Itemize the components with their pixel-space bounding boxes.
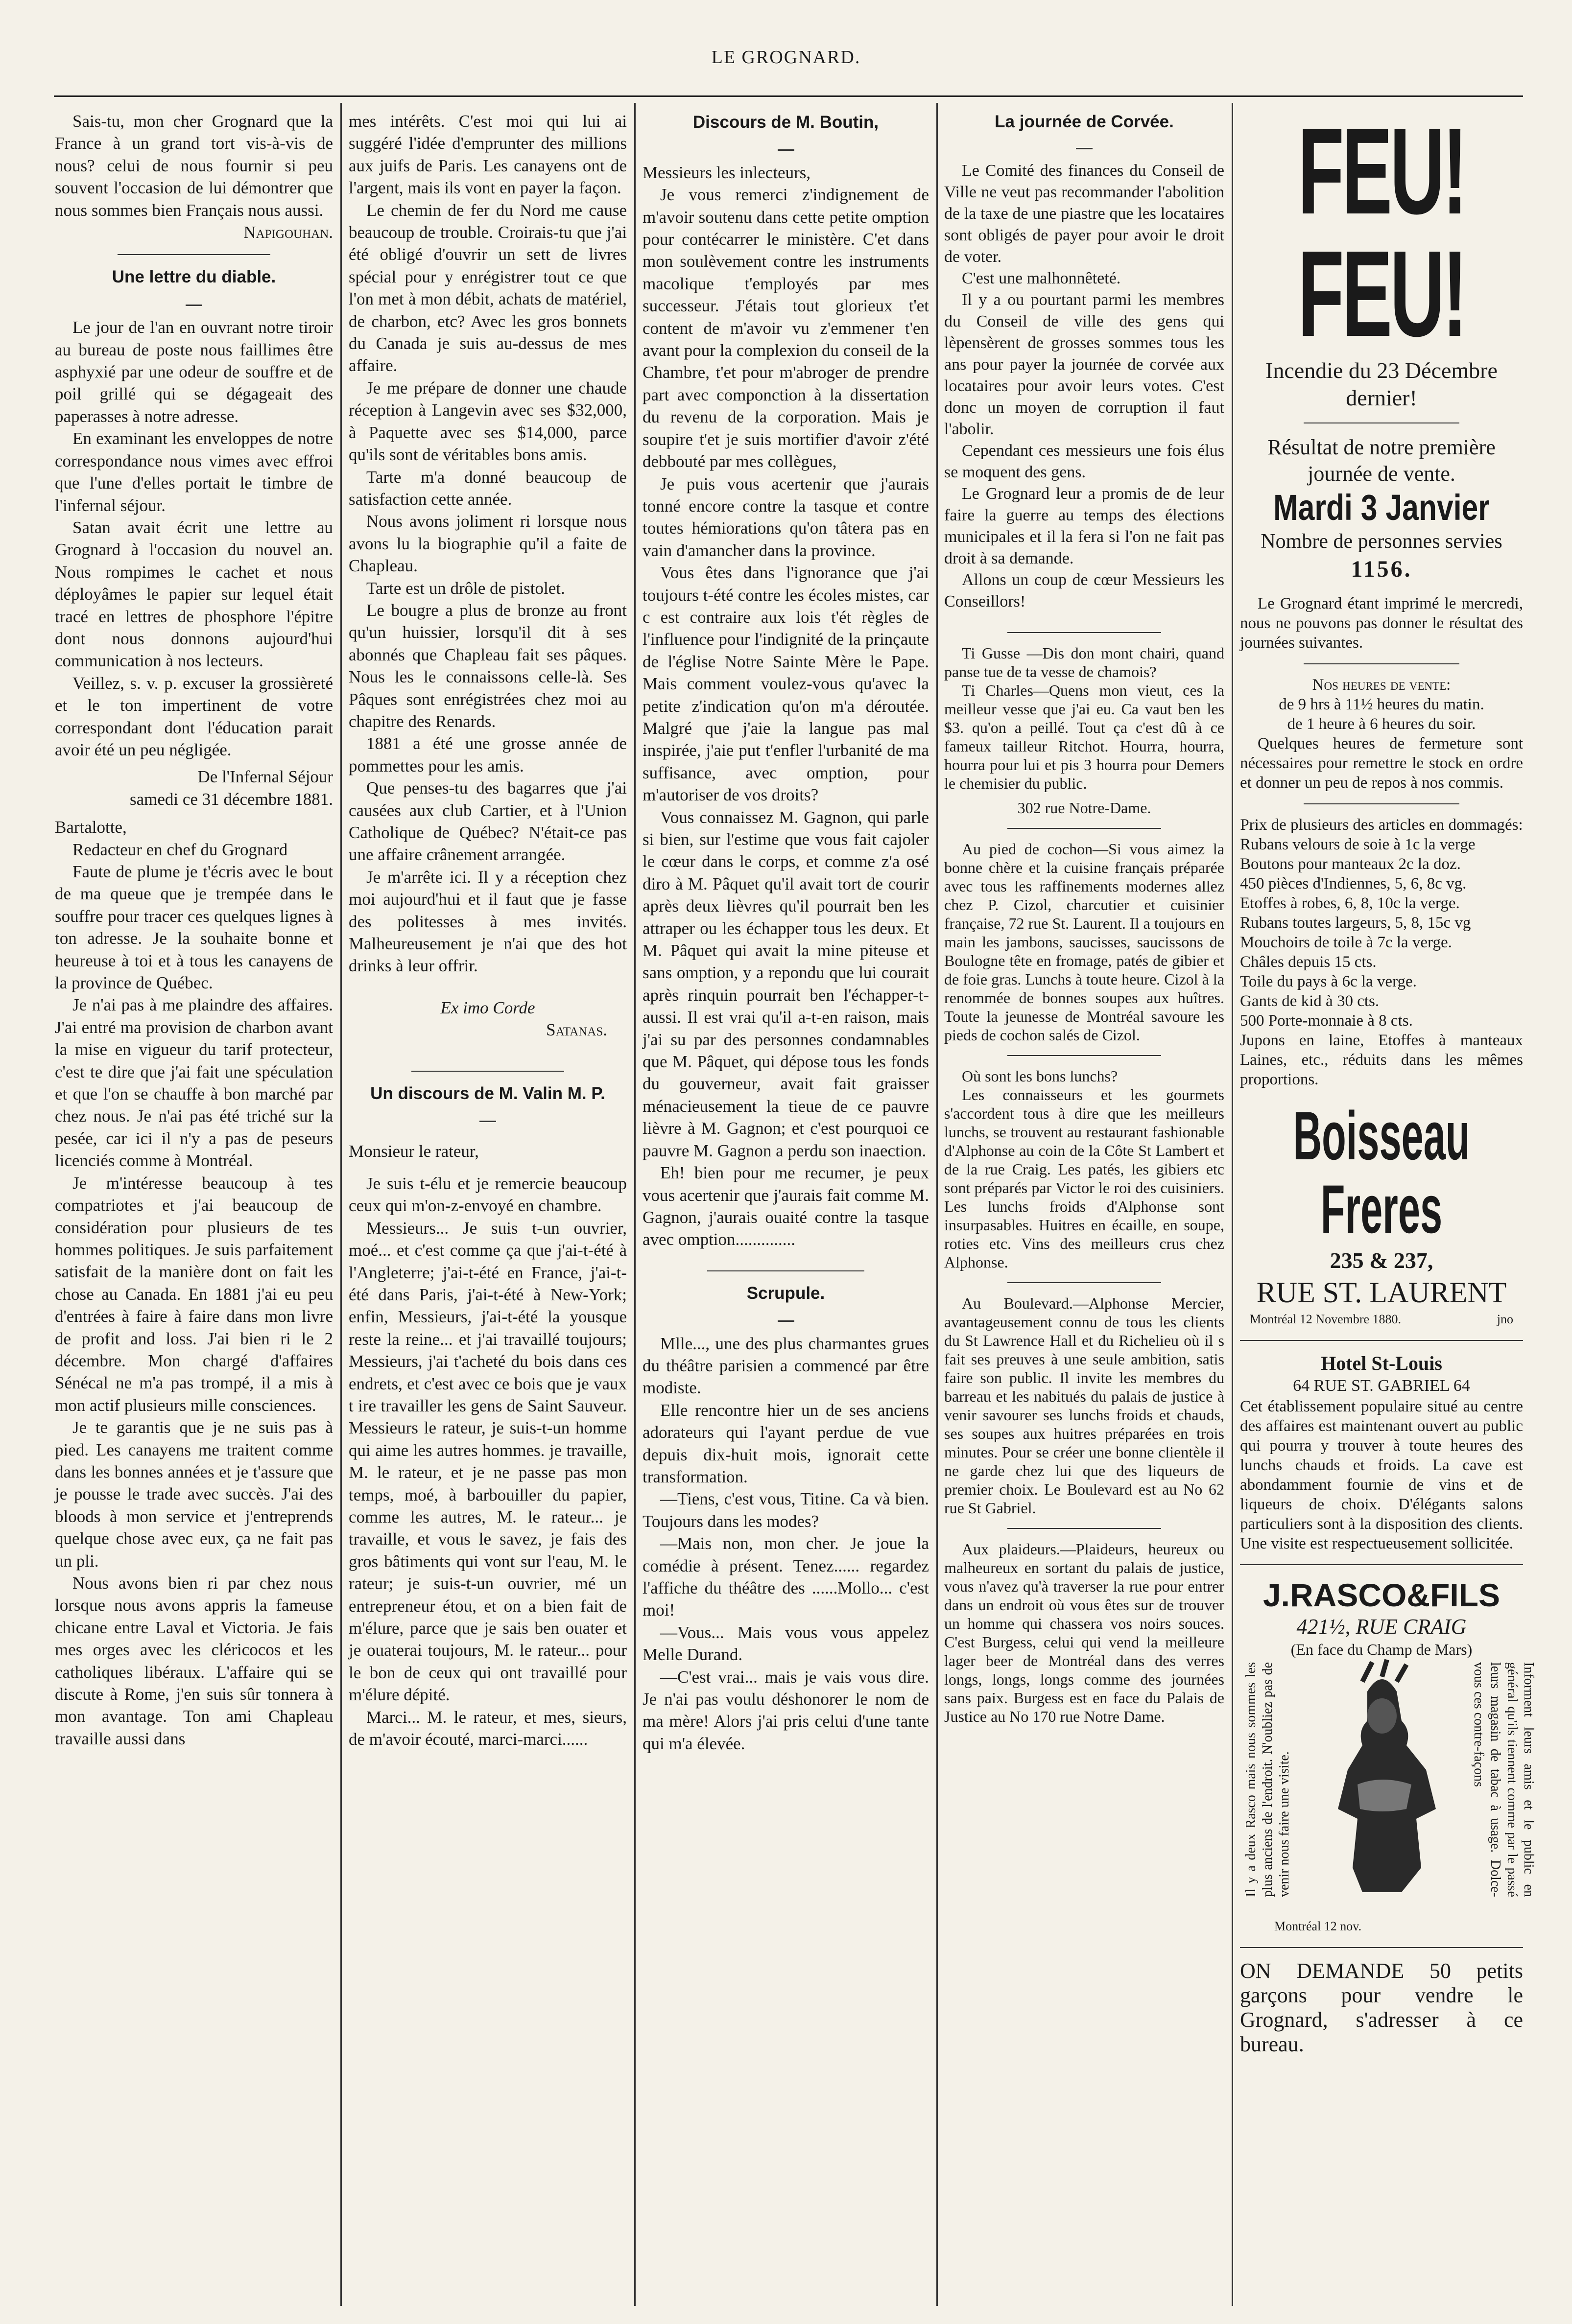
price-item: Toile du pays à 6c la verge. [1240, 973, 1417, 990]
price-item: Gants de kid à 30 cts. [1240, 992, 1380, 1010]
paragraph: Messieurs les inlecteurs, [643, 163, 811, 182]
paragraph: —Tiens, c'est vous, Titine. Ca và bien. Toujours dans les modes? [643, 1489, 929, 1531]
article-heading: Un discours de M. Valin M. P. [370, 1083, 605, 1103]
rasco-face: (En face du Champ de Mars) [1290, 1641, 1473, 1658]
bf-number: 235 & 237, [1330, 1248, 1433, 1273]
count-value: 1156. [1351, 556, 1412, 582]
paragraph: Je me prépare de donner une chaude réception à Langevin avec ses $32,000, à Paquette avec ses $14,000, parce qu'ils sont de véritables bons amis. [349, 378, 627, 465]
paragraph: —Vous... Mais vous vous appelez Melle Durand. [643, 1622, 929, 1665]
address: 302 rue Notre-Dame. [1017, 799, 1151, 817]
column-3 [643, 110, 929, 2299]
section-rule [1240, 1947, 1523, 1948]
heures-line: de 9 hrs à 11½ heures du matin. [1279, 696, 1484, 713]
heures-title: Nos heures de vente: [1312, 676, 1451, 694]
dash-rule [55, 289, 333, 311]
column-4 [944, 110, 1224, 2299]
signature: Satanas. [546, 1020, 607, 1040]
paragraph: Eh! bien pour me recumer, je peux vous acertenir que j'aurais fait comme M. Gagnon, j'aurais ouaité contre la tasque avec omption.............. [643, 1163, 929, 1249]
paragraph: Le jour de l'an en ouvrant notre tiroir au bureau de poste nous faillimes être asphyxié par une odeur de souffre et de poil grillé qui se dégageait des paperasses à notre adresse. [55, 318, 333, 426]
column-divider [1232, 103, 1233, 2306]
paragraph: Aux plaideurs.—Plaideurs, heureux ou malheureux en sortant du palais de justice, vous n'avez qu'à traverser la rue pour entrer dans un endroit où vous êtes sur de trouver un homme qui chassera vos noirs souces. C'est Burgess, celui qui vend la meilleure lager beer de Montréal dans des verres longs, longs, longs comme des journées sans paix. Burgess est en face du Palais de Justice au No 170 rue Notre Dame. [944, 1540, 1224, 1725]
paragraph: Le Grognard leur a promis de de leur faire la guerre au temps des élections municipales et il la fera si l'on ne fait pas droit à sa demande. [944, 485, 1224, 567]
paragraph: Marci... M. le rateur, et mes, sieurs, de m'avoir écouté, marci-marci...... [349, 1707, 627, 1749]
column-divider [936, 103, 938, 2306]
column-1 [55, 110, 333, 2299]
paragraph: Monsieur le rateur, [349, 1142, 479, 1161]
price-item: Boutons pour manteaux 2c la doz. [1240, 855, 1461, 873]
section-rule [1304, 663, 1459, 664]
dateline: De l'Infernal Séjour [197, 767, 333, 787]
paragraph: —Mais non, mon cher. Je joue la comédie à présent. Tenez...... regardez l'affiche du théâtre des ......Mollo... c'est moi! [643, 1534, 929, 1620]
paragraph: Allons un coup de cœur Messieurs les Conseillors! [944, 571, 1224, 610]
article-heading: Scrupule. [746, 1283, 825, 1303]
salutation: Redacteur en chef du Grognard [72, 840, 288, 859]
paragraph: Nous avons joliment ri lorsque nous avons lu la biographie qu'il a faite de Chapleau. [349, 512, 627, 576]
paragraph: Elle rencontre hier un de ses anciens adorateurs qui l'ayant perdue de vue depuis dix-huit mois, ignorait cette transformation. [643, 1400, 929, 1486]
hotel-text: Cet établissement populaire situé au centre des affaires est maintenant ouvert au public qui pourra y trouver à toute heures des lunchs chauds et froids. La cave est abondamment fournie de vins et de liqueurs de choix. D'élégants salons particuliers sont à la disposition des clients. Une visite est respectueusement sollicitée. [1240, 1398, 1523, 1552]
section-rule [1007, 1055, 1162, 1056]
paragraph: Vous êtes dans l'ignorance que j'ai toujours t-été contre les écoles mistes, car c est contraire aux lois t'ét règles de l'influence pour l'indignité de la prinçaute de l'église Notre Sainte Mère le Pape. Mais comment voulez-vous qu'avec la petite z'indication qu'on m'a déroutée. Malgré que j'aie la langue pas mal inspirée, j'aie put t'enfler l'urbanité de ma suffisance, avec omption, pour m'autoriser de vos droits? [643, 563, 929, 805]
section-rule [707, 1270, 865, 1271]
rasco-vertical-text: Il y a deux Rasco mais nous sommes les plus anciens de l'endroit. N'oubliez pas de venir nous faire une visite. [1243, 1662, 1292, 1897]
paragraph: Sais-tu, mon cher Grognard que la France à un grand tort vis-à-vis de nous? celui de nous fournir si peu souvent l'occasion de lui démontrer que nous sommes bien Français nous aussi. [55, 112, 333, 220]
price-item: 500 Porte-monnaie à 8 cts. [1240, 1012, 1413, 1030]
paragraph: Où sont les bons lunchs? [962, 1067, 1118, 1085]
paragraph: Le bougre a plus de bronze au front qu'un huissier, lorsqu'il dit à ses abonnés que Chapleau fait ses pâques. Nous les le connaissons celle-là. Ses Pâques sont enrégistrées chez moi au chapitre des Renards. [349, 600, 627, 731]
section-rule [1007, 632, 1162, 633]
price-item: Etoffes à robes, 6, 8, 10c la verge. [1240, 894, 1460, 912]
bf-street: RUE ST. LAURENT [1256, 1276, 1507, 1309]
dash-rule [643, 134, 929, 156]
paragraph: Je te garantis que je ne suis pas à pied. Les canayens me traitent comme dans les bonnes années et je t'assure que je pousse le trade avec succès. J'ai des bloods à mon service et j'entreprends quelque chose avec eux, ça ne fait pas un pli. [55, 1418, 333, 1571]
resultat-line: Résultat de notre première journée de vente. [1267, 435, 1496, 486]
price-item: Châles depuis 15 cts. [1240, 953, 1377, 971]
price-item: Mouchoirs de toile à 7c la verge. [1240, 934, 1452, 951]
salutation: Bartalotte, [55, 818, 127, 837]
paragraph: Le chemin de fer du Nord me cause beaucoup de trouble. Croirais-tu que j'ai été obligé d'ouvrir un sett de livres spécial pour y enrégistrer tout ce que l'on met à mon débit, achats de matériel, de charbon, etc? Avec les gros bonnets du Canada je suis au-dessus de mes affaire. [349, 200, 627, 376]
paragraph: Cependant ces messieurs une fois élus se moquent des gens. [944, 442, 1224, 481]
paragraph: Je n'ai pas à me plaindre des affaires. J'ai entré ma provision de charbon avant la mise en vigueur du tarif protecteur, c'est te dire que j'ai fait une spéculation et que l'on se chauffe à bon marché par chez nous. Je n'ai pas été triché sur la pesée, car ici il n'y a pas de peseurs licenciés comme à Montréal. [55, 995, 333, 1171]
paragraph: Tarte est un drôle de pistolet. [366, 578, 565, 598]
paragraph: Mlle..., une des plus charmantes grues du théâtre parisien a commencé par être modiste. [643, 1334, 929, 1398]
paragraph: Nous avons bien ri par chez nous lorsque nous avons appris la fameuse chicane entre Laval et Victoria. Je fais mes orges avec les cléricocos et les catholiques libéraux. L'affaire qui se discute à Rome, j'en suis sûr tonnera à mon avantage. Ton ami Chapleau travaille aussi dans [55, 1573, 333, 1748]
paragraph: Je vous remerci z'indignement de m'avoir soutenu dans cette petite omption pour contécarrer le ministère. C'et dans mon soulèvement contre les instruments macolique t'employés par mes successeur. J'étais tout glorieux t'et content de m'avoir vu z'emmener t'en avant pour la complexion du conseil de la Chambre, t'et pour m'abroger de prendre part avec componction à la dissertation du revenu de la corporation. Mais je soupire t'et je suis mortifier d'avoir z'été debbouté par mes collègues, [643, 185, 929, 471]
feu-headline: FEU! FEU! [1298, 103, 1465, 362]
column-divider [340, 103, 342, 2306]
paragraph: mes intérêts. C'est moi qui lui ai suggéré l'idée d'emprunter des millions aux juifs de Paris. Les canayens ont de l'argent, mais ils vont en payer la façon. [349, 112, 627, 198]
paragraph: 1881 a été une grosse année de pommettes pour les amis. [349, 734, 627, 775]
price-item: Jupons en laine, Etoffes à manteaux Laines, etc., réduits dans les mêmes proportions. [1240, 1032, 1523, 1088]
signature: Napigouhan. [243, 223, 333, 242]
heures-line: de 1 heure à 6 heures du soir. [1287, 715, 1476, 733]
paragraph: Je m'intéresse beaucoup à tes compatriotes et j'ai beaucoup de considération pour plusieurs de tes hommes politiques. Je suis parfaitement satisfait de la manière dont on fait les chose au Canada. En 1881 j'ai eu peu d'entrées à faire à faire dans mon livre de profit and loss. J'ai bien ri le 2 décembre. Mon chargé d'affaires Sénécal ne m'a pas trompé, il a mis à mon actif plusieurs mille consciences. [55, 1173, 333, 1415]
paragraph: Les connaisseurs et les gourmets s'accordent tous à dire que les meilleurs lunchs, se trouvent au restaurant fashionable d'Alphonse au coin de la Côte St Lambert et de la rue Craig. Les patés, les gibiers etc sont préparés par Victor le roi des cuisiniers. Les lunchs froids d'Alphonse sont insurpasables. Huitres en écaille, en soupe, roties etc. Vins des meilleurs crus chez Alphonse. [944, 1086, 1224, 1271]
rasco-address: 421½, RUE CRAIG [1296, 1615, 1467, 1639]
price-item: Rubans velours de soie à 1c la verge [1240, 836, 1476, 853]
note: Le Grognard étant imprimé le mercredi, nous ne pouvons pas donner le résultat des journées suivantes. [1240, 595, 1523, 652]
paragraph: Ti Gusse —Dis don mont chairi, quand panse tue de ta vesse de chamois? [944, 644, 1224, 681]
dash-rule [944, 134, 1224, 155]
section-rule [118, 254, 270, 255]
indian-figure-illustration [1240, 1662, 1523, 1936]
dash-rule [643, 1305, 929, 1327]
article-heading: La journée de Corvée. [995, 112, 1174, 131]
rasco-illustration [1240, 1662, 1536, 1936]
section-rule [1007, 1282, 1162, 1283]
article-heading: Une lettre du diable. [112, 267, 276, 287]
top-rule [54, 95, 1523, 97]
section-rule [1240, 1564, 1523, 1565]
paragraph: Veillez, s. v. p. excuser la grossièreté et le ton impertinent de votre correspondant dont l'éducation parait avoir été un peu négligée. [55, 673, 333, 759]
nombre-line: Nombre de personnes servies [1261, 530, 1502, 553]
paragraph: Il y a ou pourtant parmi les membres du Conseil de ville des gens qui lèpensèrent de grosses sommes tous les ans pour payer la journée de corvée aux locataires pour avoir leurs votes. C'est donc un moyen de corruption il faut l'abolir. [944, 291, 1224, 438]
section-rule [411, 1071, 564, 1072]
heures-note: Quelques heures de fermeture sont nécessaires pour remettre le stock en ordre et donner un peu de repos à nos commis. [1240, 735, 1523, 792]
column-2 [349, 110, 627, 2299]
demande-ad: ON DEMANDE 50 petits garçons pour vendre le Grognard, s'adresser à ce bureau. [1240, 1959, 1523, 2056]
section-rule [1240, 1340, 1523, 1341]
incendie-line: Incendie du 23 Décembre dernier! [1265, 358, 1498, 410]
prix-title: Prix de plusieurs des articles en dommagés: [1240, 816, 1523, 834]
rasco-date: Montréal 12 nov. [1274, 1919, 1362, 1933]
paragraph: C'est une malhonnêteté. [962, 269, 1121, 287]
paragraph: Vous connaissez M. Gagnon, qui parle si bien, sur l'estime que vous fait cajoler le cœur dans le corps, et comme z'a osé diro à M. Pâquet qu'il avait tort de courir après deux lièvres qu'il pourrait ben les attraper ou les échapper tous les deux. Et M. Pâquet qui avait la mine piteuse et sans omption, y a repondu que lui courait après rinquin pourrait ben l'échapper-t-aussi. Il est vrai qu'il a-t-en raison, mais j'ai su par des personnes condamnables que M. Pâquet, qui dépose tous les fonds du gouverneur, avait fait graisser ménacieusement la tieue de ce pauvre lièvre à M. Gagnon; et c'est pourquoi ce pauvre M. Gagnon a perdu son inaection. [643, 807, 929, 1160]
masthead: LE GROGNARD. [711, 47, 861, 68]
price-item: Rubans toutes largeurs, 5, 8, 15c vg [1240, 914, 1471, 932]
paragraph: Messieurs... Je suis t-un ouvrier, moé... et c'est comme ça que j'ai-t-été à l'Angleterre; j'ai-t-été en France, j'ai-t-été dans Paris, j'ai-t-été à New-York; enfin, Messieurs, j'ai-t-été la yousque reste la reine... et j'ai travaillé toujours; Messieurs, j'ai t'acheté du bois dans ces endrets, et c'est avec ce bois que je vaux t ire travailler les gens de Saint Sauveur. Messieurs le rateur, je suis-t-un homme qui aime les autres hommes. je travaille, M. le rateur, et je ne passe pas mon temps, moé, à barbouiller du papier, comme les autres, M. le rateur... je travaille, et vous le savez, je fais des gros bâtiments qui vont sur l'eau, M. le rateur; je suis-t-un ouvrier, mé un entrepreneur étou, et on a bien fait de m'élure, parce que je sais ben ouater et je ouaterai toujours, M. le rateur... pour le bon de ceux qui ont travaillé pour m'élure dépité. [349, 1218, 627, 1705]
price-list [1240, 835, 1523, 1089]
closing: Ex imo Corde [440, 998, 535, 1017]
boisseau-headline: Boisseau Freres [1293, 1097, 1470, 1247]
paragraph: Je puis vous acertenir que j'aurais tonné encore contre la tasque et contre toutes hémiorations qu'on tâtera pas en vain d'amancher dans la province. [643, 474, 929, 560]
bf-code: jno [1497, 1312, 1513, 1326]
dash-rule [349, 1105, 627, 1127]
bf-date-row [1240, 1310, 1523, 1329]
paragraph: En examinant les enveloppes de notre correspondance nous vimes avec effroi que l'une d'elles portait le timbre de l'infernal séjour. [55, 429, 333, 515]
column-5-ads [1240, 103, 1536, 2299]
rasco-headline: J.RASCO&FILS [1262, 1577, 1501, 1613]
section-rule [1304, 803, 1459, 804]
section-rule [1007, 828, 1162, 829]
paragraph: Tarte m'a donné beaucoup de satisfaction cette année. [349, 467, 627, 509]
paragraph: Le Comité des finances du Conseil de Ville ne veut pas recommander l'abolition de la taxe de une piastre que les locataires sont obligés de payer pour avoir le droit de voter. [944, 162, 1224, 266]
bf-date: Montréal 12 Novembre 1880. [1250, 1312, 1402, 1326]
paragraph: Je suis t-élu et je remercie beaucoup ceux qui m'on-z-envoyé en chambre. [349, 1174, 627, 1216]
column-divider [634, 103, 636, 2306]
dateline: samedi ce 31 décembre 1881. [130, 789, 333, 809]
paragraph: Satan avait écrit une lettre au Grognard à l'occasion du nouvel an. Nous rompimes le cachet et nous déployâmes le papier sur lequel était tracé en lettres de phosphore l'épitre dont nous donnons aujourd'hui communication à nos lecteurs. [55, 517, 333, 671]
paragraph: Au pied de cochon—Si vous aimez la bonne chère et la cuisine français préparée avec tous les raffinements modernes allez chez P. Cizol, charcutier et cuisinier française, 72 rue St. Laurent. Il a toujours en main les jambons, saucisses, saucissons de Boulogne tête en fromage, patés de gibier et de foie gras. Lunchs à toute heure. Cizol à la renommée de bonnes soupes aux huîtres. Toute la jeunesse de Montréal savoure les pieds de cochon salés de Cizol. [944, 840, 1224, 1044]
article-heading: Discours de M. Boutin, [692, 113, 879, 132]
rasco-vertical-text: Informent leurs amis et le public en général qu'ils tiennent comme par le passé leurs magasin de tabac à usage. Dolce-vous ces contre-façons [1471, 1662, 1536, 1897]
hotel-address: 64 RUE ST. GABRIEL 64 [1293, 1377, 1470, 1395]
price-item: 450 pièces d'Indiennes, 5, 6, 8c vg. [1240, 875, 1467, 892]
paragraph: Faute de plume je t'écris avec le bout de ma queue que je trempée dans le souffre pour tracer ces quelques lignes à ton adresse. Je la souhaite bonne et heureuse à toi et à tous les canayens de la province de Québec. [55, 862, 333, 993]
paragraph: Je m'arrête ici. Il y a réception chez moi aujourd'hui et il faut que je fasse des politesses à mes invités. Malheureusement je n'ai que des hot drinks à leur offrir. [349, 867, 627, 976]
section-rule [1007, 1528, 1162, 1529]
hotel-title: Hotel St-Louis [1321, 1352, 1442, 1374]
paragraph: Au Boulevard.—Alphonse Mercier, avantageusement connu de tous les clients du St Lawrence Hall et du Richelieu où il s fait ses preuves à une seule ambition, satis faire son public. Il invite les membres du barreau et les nabitués du palais de justice à venir savourer ses lunchs froids et chauds, ses soupes aux huitres préparées en trois minutes. Pour se créer une bonne clientèle il ne garde chez lui que des liqueurs de premier choix. Le Boulevard est au No 62 rue St Gabriel. [944, 1294, 1224, 1517]
paragraph: —C'est vrai... mais je vais vous dire. Je n'ai pas voulu déshonorer le nom de ma mère! Alors j'ai pris celui d'une tante qui m'a élevée. [643, 1667, 929, 1753]
paragraph: Ti Charles—Quens mon vieut, ces la meilleur vesse que j'ai eu. Ca vaut ben les $3. qu'on a peillé. Tout ça c'est dû à ce fameux tailleur Ritchot. Hourra, hourra, hourra pour lui et pis 3 hourra pour Demers le chemisier du public. [944, 681, 1224, 792]
mardi-headline: Mardi 3 Janvier [1273, 487, 1490, 528]
paragraph: Que penses-tu des bagarres que j'ai causées aux club Cartier, et à l'Union Catholique de Québec? N'était-ce pas une affaire crânement arrangée. [349, 778, 627, 865]
